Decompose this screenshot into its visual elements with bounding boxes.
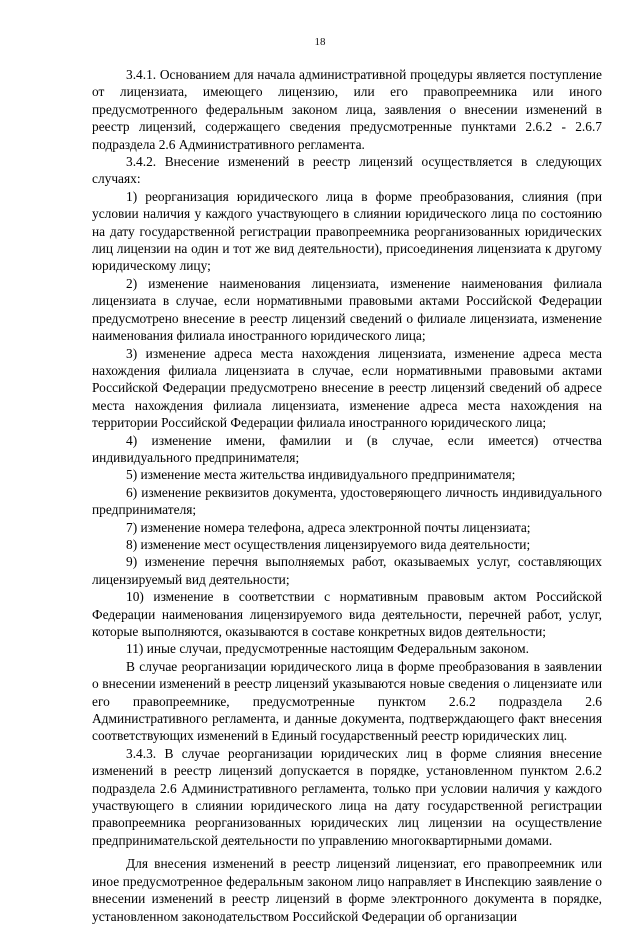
list-item-3: 3) изменение адреса места нахождения лицензиата, изменение адреса места нахождения филиала лицензиата в случае, если нормативными правовыми актами Российской Федерации предусмотрено внесение в реестр лицензий сведений об адресе места нахождения филиала лицензиата, изменение адреса места нахождения на территории Российской Федерации филиала иностранного юридического лица; <box>92 345 602 431</box>
list-item-11: 11) иные случаи, предусмотренные настоящим Федеральным законом. <box>126 641 529 657</box>
paragraph-reorganization: В случае реорганизации юридического лица в форме преобразования в заявлении о внесении изменений в реестр лицензий указываются новые сведения о лицензиате или его правопреемнике, предусмотренные пунктом 2.6.2 подраздела 2.6 Административного регламента, и данные документа, подтверждающего факт внесения соответствующих изменений в Единый государственный реестр юридических лиц. <box>92 658 602 744</box>
paragraph-3-4-2: 3.4.2. Внесение изменений в реестр лицензий осуществляется в следующих случаях: <box>92 154 602 187</box>
list-item-6: 6) изменение реквизитов документа, удостоверяющего личность индивидуального предпринимателя; <box>92 484 602 518</box>
list-item-7: 7) изменение номера телефона, адреса электронной почты лицензиата; <box>126 519 531 535</box>
paragraph-3-4-3: 3.4.3. В случае реорганизации юридических лиц в форме слияния внесение изменений в реестр лицензий допускается в порядке, установленном пунктом 2.6.2 подраздела 2.6 Административного регламента, только при условии наличия у каждого участвующего в слиянии юридического лица на дату государственной регистрации правопреемника реорганизованных юридических лиц лицензии на осуществление предпринимательской деятельности по управлению многоквартирными домами. <box>92 745 602 848</box>
list-item-8: 8) изменение мест осуществления лицензируемого вида деятельности; <box>126 536 531 552</box>
paragraph-3-4-1: 3.4.1. Основанием для начала административной процедуры является поступление от лицензиата, имеющего лицензию, или его правопреемника или иного предусмотренного федеральным законом лица, заявления о внесении изменений в реестр лицензий, содержащего сведения предусмотренные пунктами 2.6.2 - 2.6.7 подраздела 2.6 Административного регламента. <box>92 67 602 152</box>
list-item-9: 9) изменение перечня выполняемых работ, оказываемых услуг, составляющих лицензируемый вид деятельности; <box>92 554 602 587</box>
list-item-10: 10) изменение в соответствии с нормативным правовым актом Российской Федерации наименования лицензируемого вида деятельности, перечней работ, услуг, которые выполняются, оказываются в составе конкретных видов деятельности; <box>92 589 602 639</box>
paragraph-application: Для внесения изменений в реестр лицензий лицензиат, его правопреемник или иное предусмотренное федеральным законом лицо направляет в Инспекцию заявление о внесении изменений в реестр лицензий в форме электронного документа в порядке, установленном законодательством Российской Федерации об организации <box>92 856 602 924</box>
list-item-4: 4) изменение имени, фамилии и (в случае, если имеется) отчества индивидуального предпринимателя; <box>92 432 602 465</box>
document-body <box>92 66 602 925</box>
list-item-1: 1) реорганизация юридического лица в форме преобразования, слияния (при условии наличия у каждого участвующего в слиянии юридического лица по состоянию на дату государственной регистрации правопреемника реорганизованных юридических лиц лицензии на один и тот же вид деятельности), присоединения лицензиата к другому юридическому лицу; <box>92 188 602 274</box>
list-item-2: 2) изменение наименования лицензиата, изменение наименования филиала лицензиата в случае, если нормативными правовыми актами Российской Федерации предусмотрено внесение в реестр лицензий сведений о филиале лицензиата, изменение наименования филиала иностранного юридического лица; <box>92 275 602 344</box>
list-item-5: 5) изменение места жительства индивидуального предпринимателя; <box>126 467 516 483</box>
page-number: 18 <box>314 36 326 48</box>
